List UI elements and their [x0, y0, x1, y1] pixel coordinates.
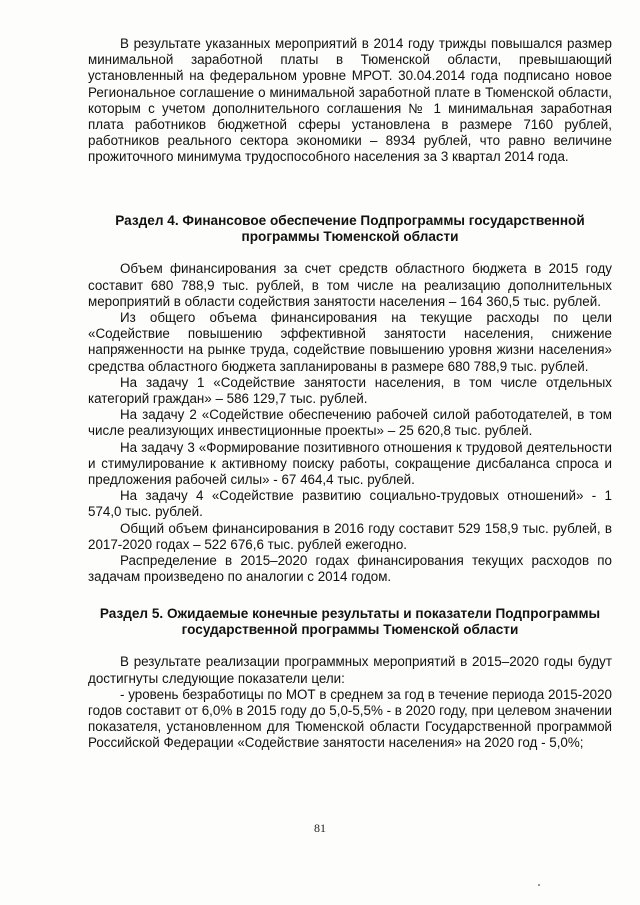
section-5-bullet-1: - уровень безработицы по МОТ в среднем за год в течение периода 2015-2020 годов составит от 6,0% в 2015 году до 5,0-5,5% - в 2020 году, при целевом значении показателя, установленном для Тюменской области Государственной программой Российской Федерации «Содействие занятости населения» на 2020 год - 5,0%; — [88, 686, 612, 751]
section-5-paragraph-1: В результате реализации программных мероприятий в 2015–2020 годы будут достигнуты следующие показатели цели: — [88, 654, 612, 686]
section-4-paragraph-4: На задачу 2 «Содействие обеспечению рабочей силой работодателей, в том числе реализующих инвестиционные проекты» – 25 620,8 тыс. рублей. — [88, 407, 612, 439]
section-4-paragraph-7: Общий объем финансирования в 2016 году составит 529 158,9 тыс. рублей, в 2017-2020 годах – 522 676,6 тыс. рублей ежегодно. — [88, 520, 612, 552]
paragraph-intro: В результате указанных мероприятий в 2014 году трижды повышался размер минимальной заработной платы в Тюменской области, превышающий установленный на федеральном уровне МРОТ. 30.04.2014 года подписано новое Региональное соглашение о минимальной заработной плате в Тюменской области, которым с учетом дополнительного соглашения № 1 минимальная заработная плата работников бюджетной сферы установлена в размере 7160 рублей, работников реального сектора экономики – 8934 рублей, что равно величине прожиточного минимума трудоспособного населения за 3 квартал 2014 года. — [88, 36, 612, 165]
section-4-paragraph-2: Из общего объема финансирования на текущие расходы по цели «Содействие повышению эффективной занятости населения, снижение напряженности на рынке труда, содействие повышению уровня жизни населения» средства областного бюджета запланированы в размере 680 788,9 тыс. рублей. — [88, 310, 612, 374]
document-page — [88, 36, 612, 752]
section-4-heading: Раздел 4. Финансовое обеспечение Подпрограммы государственной программы Тюменской области — [115, 212, 585, 245]
section-4-paragraph-5: На задачу 3 «Формирование позитивного отношения к трудовой деятельности и стимулирование к активному поиску работы, сокращение дисбаланса спроса и предложения рабочей силы» - 67 464,4 тыс. рублей. — [88, 439, 612, 488]
section-5-heading: Раздел 5. Ожидаемые конечные результаты и показатели Подпрограммы государственной программы Тюменской области — [99, 605, 601, 637]
section-4-paragraph-6: На задачу 4 «Содействие развитию социально-трудовых отношений» - 1 574,0 тыс. рублей. — [88, 488, 612, 520]
section-4-paragraph-3: На задачу 1 «Содействие занятости населения, в том числе отдельных категорий граждан» – 586 129,7 тыс. рублей. — [88, 374, 612, 407]
page-number: 81 — [314, 821, 326, 835]
section-4-paragraph-1: Объем финансирования за счет средств областного бюджета в 2015 году составит 680 788,9 тыс. рублей, в том числе на реализацию дополнительных мероприятий в области содействия занятости населения – 164 360,5 тыс. рублей. — [88, 261, 612, 309]
section-4-paragraph-8: Распределение в 2015–2020 годах финансирования текущих расходов по задачам произведено по аналогии с 2014 годом. — [88, 553, 612, 585]
scan-speck — [538, 884, 540, 886]
